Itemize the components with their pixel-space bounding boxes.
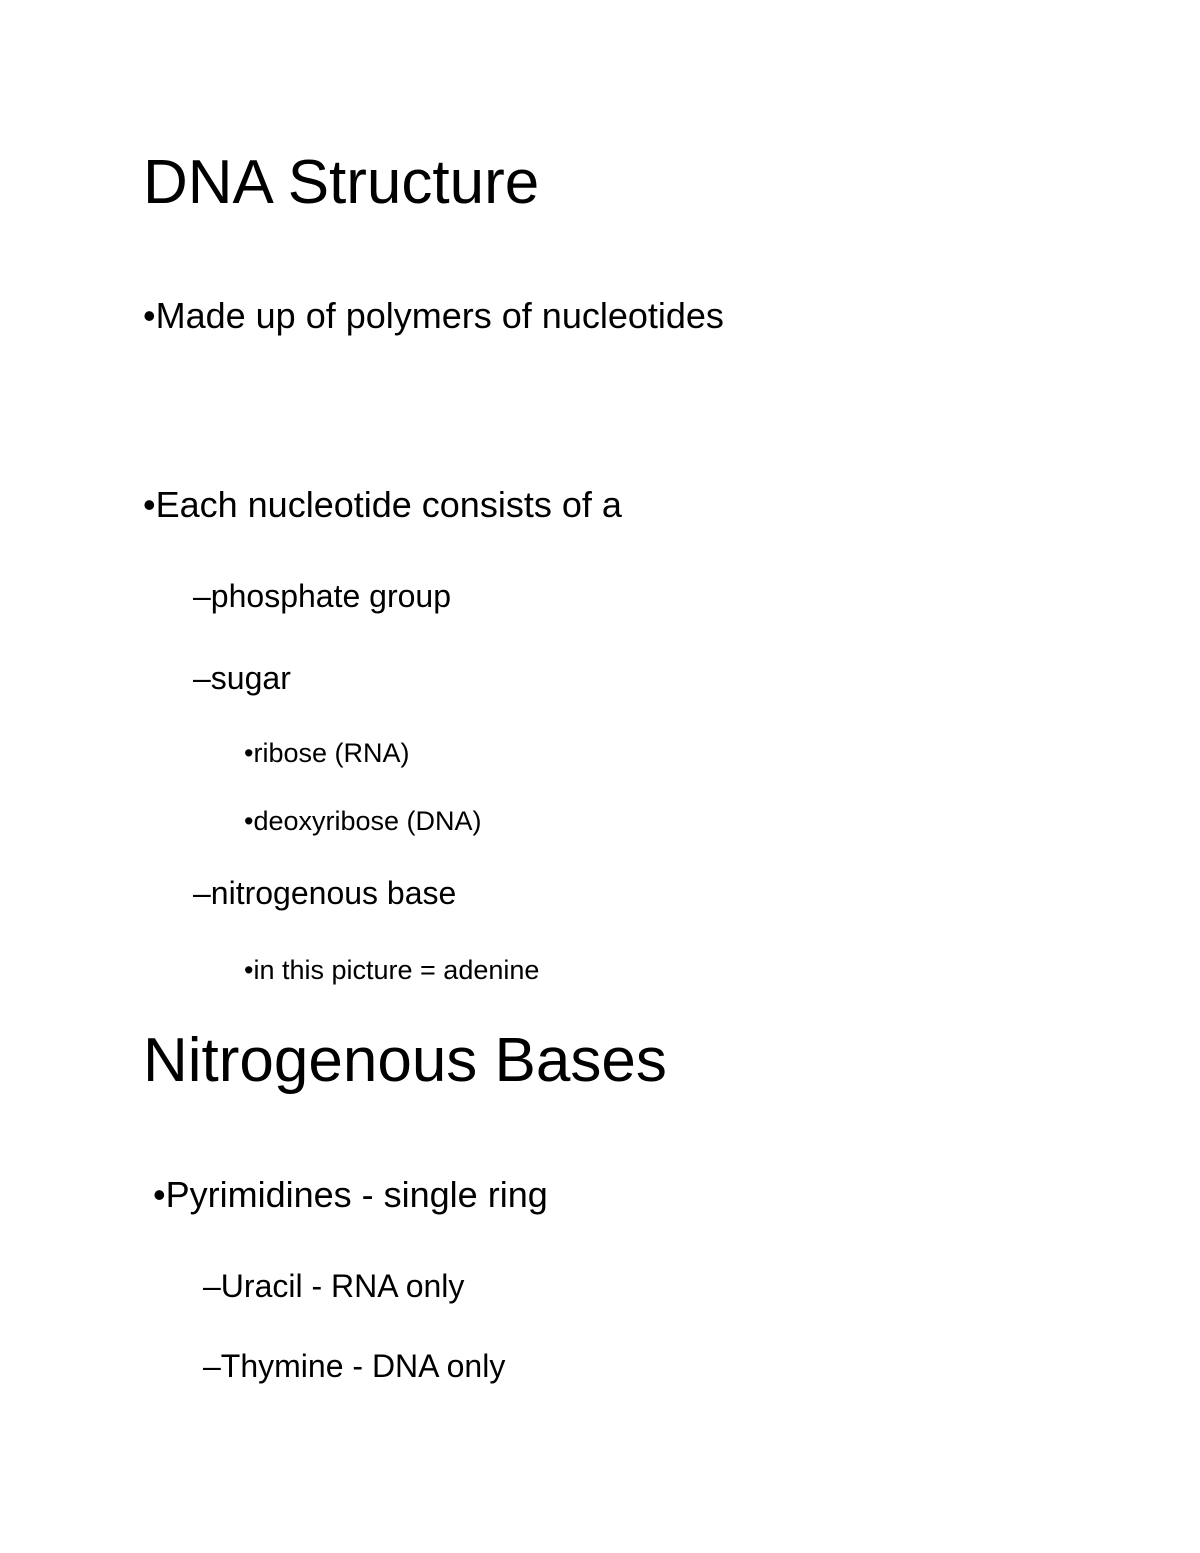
bullet-level2-nitrogenous-base: –nitrogenous base <box>193 875 457 911</box>
bullet-level1-polymers: •Made up of polymers of nucleotides <box>143 295 724 336</box>
section-title-nitrogenous-bases: Nitrogenous Bases <box>143 1026 667 1095</box>
bullet-level1-nucleotide-consists: •Each nucleotide consists of a <box>143 484 622 525</box>
bullet-level2-thymine: –Thymine - DNA only <box>203 1348 506 1384</box>
section-title-dna-structure: DNA Structure <box>143 148 540 217</box>
bullet-level2-sugar: –sugar <box>193 660 291 696</box>
bullet-level2-phosphate-group: –phosphate group <box>193 578 451 614</box>
bullet-level3-ribose: •ribose (RNA) <box>244 738 410 768</box>
bullet-level3-deoxyribose: •deoxyribose (DNA) <box>244 806 482 836</box>
bullet-level2-uracil: –Uracil - RNA only <box>203 1268 465 1304</box>
bullet-level1-pyrimidines: •Pyrimidines - single ring <box>153 1174 548 1215</box>
bullet-level3-adenine: •in this picture = adenine <box>244 955 540 985</box>
